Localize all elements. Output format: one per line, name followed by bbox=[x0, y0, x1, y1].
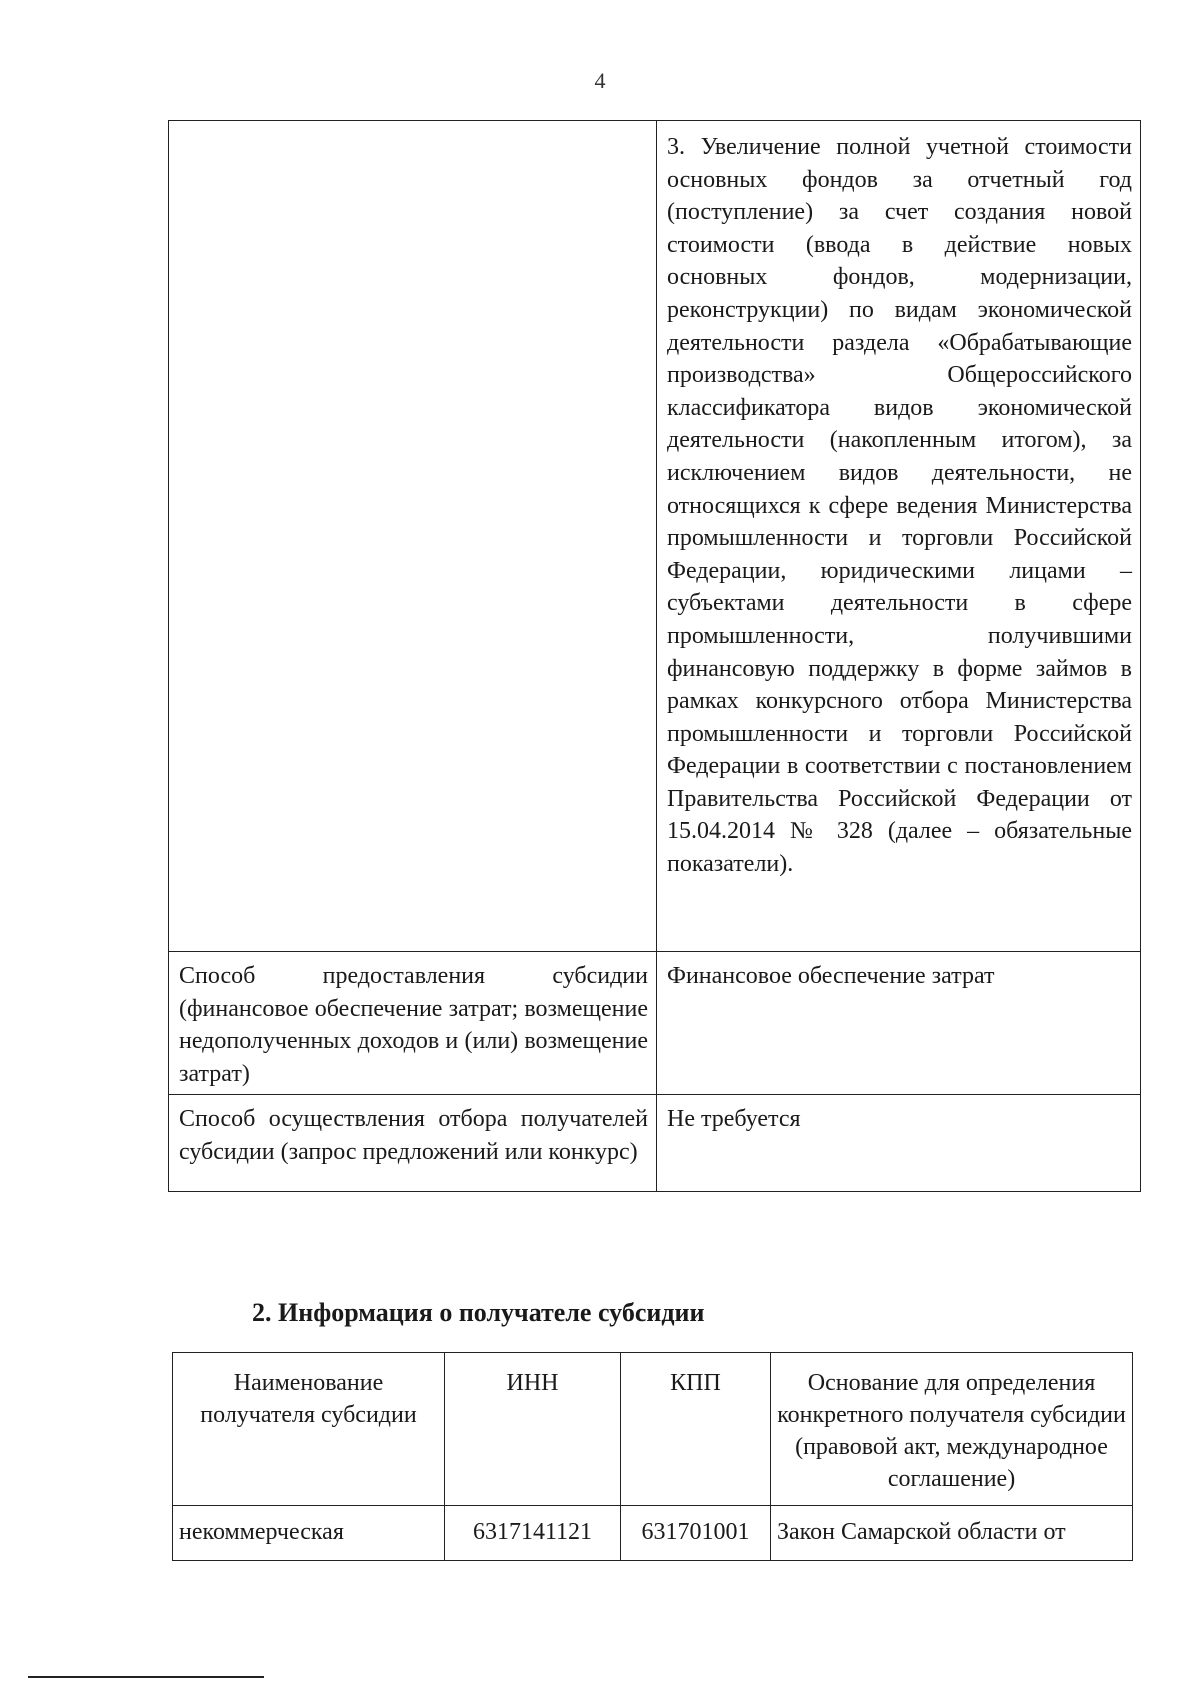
cell-recipient-name: некоммерческая bbox=[173, 1506, 445, 1561]
subsidy-method-label: Способ предоставления субсидии (финансовое обеспечение затрат; возмещение недополученных доходов и (или) возмещение затрат) bbox=[169, 952, 657, 1095]
table-row bbox=[169, 121, 1141, 952]
header-recipient-name: Наименование получателя субсидии bbox=[173, 1353, 445, 1506]
selection-method-label: Способ осуществления отбора получателей субсидии (запрос предложений или конкурс) bbox=[169, 1095, 657, 1192]
subsidy-terms-table bbox=[168, 120, 1141, 1192]
table-header-row bbox=[173, 1353, 1133, 1506]
table-row bbox=[169, 952, 1141, 1095]
table-row bbox=[173, 1506, 1133, 1561]
cell-inn: 6317141121 bbox=[445, 1506, 621, 1561]
empty-cell bbox=[169, 121, 657, 952]
cell-basis: Закон Самарской области от bbox=[771, 1506, 1133, 1561]
recipient-info-table bbox=[172, 1352, 1133, 1561]
mandatory-indicator-cell: 3. Увеличение полной учетной стоимости основных фондов за отчетный год (поступление) за счет создания новой стоимости (ввода в действие новых основных фондов, модернизации, реконструкции) по видам экономической деятельности раздела «Обрабатывающие производства» Общероссийского классификатора видов экономической деятельности (накопленным итогом), за исключением видов деятельности, не относящихся к сфере ведения Министерства промышленности и торговли Российской Федерации, юридическими лицами – субъектами деятельности в сфере промышленности, получившими финансовую поддержку в форме займов в рамках конкурсного отбора Министерства промышленности и торговли Российской Федерации в соответствии с постановлением Правительства Российской Федерации от 15.04.2014 № 328 (далее – обязательные показатели). bbox=[657, 121, 1141, 952]
subsidy-method-value: Финансовое обеспечение затрат bbox=[657, 952, 1141, 1095]
table-row bbox=[169, 1095, 1141, 1192]
header-inn: ИНН bbox=[445, 1353, 621, 1506]
page-number: 4 bbox=[594, 68, 606, 93]
cell-kpp: 631701001 bbox=[621, 1506, 771, 1561]
selection-method-value: Не требуется bbox=[657, 1095, 1141, 1192]
header-basis: Основание для определения конкретного получателя субсидии (правовой акт, международное соглашение) bbox=[771, 1353, 1133, 1506]
section-title: 2. Информация о получателе субсидии bbox=[252, 1298, 705, 1327]
header-kpp: КПП bbox=[621, 1353, 771, 1506]
footnote-separator bbox=[28, 1676, 264, 1678]
